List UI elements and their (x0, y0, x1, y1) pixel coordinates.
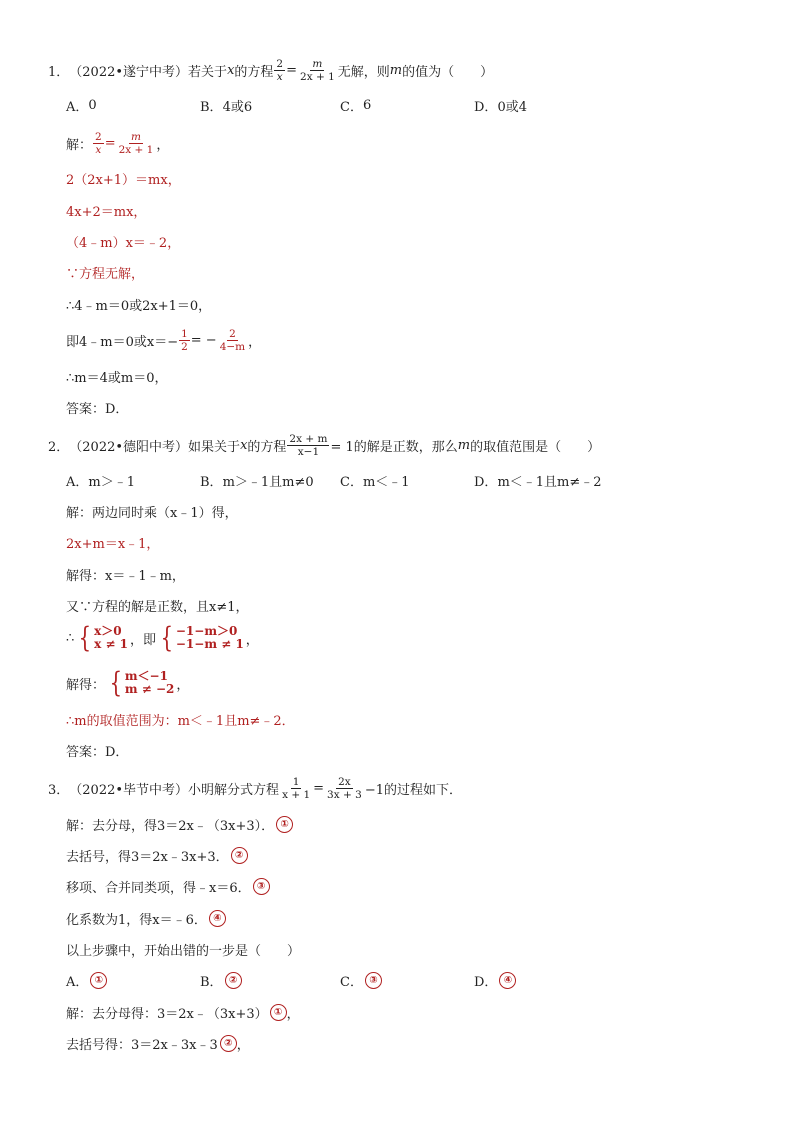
circled-2-icon: ② (220, 1035, 237, 1052)
q2-solution-line-2: 2x+m＝x﹣1， (66, 536, 160, 552)
q3-option-c[interactable]: C． ③ (340, 968, 382, 992)
q2-solution-line-6: 解得： { m＜−1 m ≠ −2 ， (66, 666, 190, 699)
q1-stem-text: 若关于 (188, 64, 228, 80)
q1-option-c[interactable]: C． 6 (340, 97, 372, 115)
q2-option-b[interactable]: B． m＞﹣1且m≠0 (200, 474, 314, 490)
q1-solution-line-5: ∵方程无解， (66, 266, 145, 282)
q2-answer: 答案：D． (66, 744, 129, 760)
q1-solution-line-1: 解： $\frac{2}{x}$ = $\frac{m}{2x + 1}$ ， (66, 130, 170, 156)
q1-stem (48, 58, 754, 82)
q2-system-1: { x＞0 x ≠ 1 (78, 621, 129, 654)
q3-step-4: 化系数为1，得x＝﹣6． ④ (66, 906, 754, 930)
q1-stem-text: 的值为（ ） (402, 64, 494, 80)
circled-2-icon: ② (231, 847, 248, 864)
q1-fraction-1-over-2: $\frac{1}{2}$ (181, 327, 188, 353)
q1-answer: 答案：D． (66, 401, 129, 417)
q1-stem-text: 无解，则 (337, 64, 390, 80)
q2-system-2: { −1−m＞0 −1−m ≠ 1 (160, 621, 244, 654)
q1-fraction-2-over-x: $\frac{2}{x}$ (276, 57, 284, 83)
q3-fraction-2: $\frac{2x}{3x + 3}$ (327, 775, 362, 801)
q3-option-d[interactable]: D． ④ (474, 968, 516, 992)
q2-solution-line-7: ∴m的取值范围为：m＜﹣1且m≠﹣2． (66, 713, 295, 729)
q2-options (66, 468, 754, 492)
q2-source: （2022•德阳中考） (69, 439, 189, 455)
q1-var-m: m (389, 62, 403, 78)
q2-fraction: $\frac{2x + m}{x-1}$ (289, 432, 328, 458)
q3-solution-line-1: 解：去分母得：3＝2x﹣（3x+3） ① ， (66, 1000, 754, 1024)
q1-source: （2022•遂宁中考） (69, 64, 189, 80)
q1-solution-line-3: 4x+2＝mx， (66, 204, 147, 220)
q1-option-a[interactable]: A． 0 (66, 97, 97, 115)
circled-2-icon: ② (225, 972, 242, 989)
q3-number: 3． (48, 782, 70, 798)
q2-stem: 2． （2022•德阳中考） 如果关于 x 的方程 $\frac{2x + m}{x-1}$ = 1的解是正数，那么 m 的取值范围是（ ） (48, 432, 601, 458)
q3-question: 以上步骤中，开始出错的一步是（ ） (66, 943, 301, 959)
q2-option-c[interactable]: C． m＜﹣1 (340, 474, 410, 490)
circled-1-icon: ① (270, 1004, 287, 1021)
q1-number: 1． (48, 64, 70, 80)
q2-solution-line-1: 解：两边同时乘（x﹣1）得， (66, 505, 238, 521)
q3-options (66, 968, 754, 992)
q1-solution-line-7: 即4﹣m＝0或x＝− $\frac{1}{2}$ = − $\frac{2}{4-m}$ ， (66, 327, 262, 353)
circled-4-icon: ④ (209, 910, 226, 927)
q2-system-3: { m＜−1 m ≠ −2 (109, 666, 175, 699)
q2-number: 2． (48, 439, 70, 455)
q2-option-d[interactable]: D． m＜﹣1且m≠﹣2 (474, 474, 602, 490)
q1-fraction-2-over-4m: $\frac{2}{4-m}$ (219, 327, 246, 353)
q3-option-a[interactable]: A． ① (66, 968, 107, 992)
q3-step-3: 移项、合并同类项，得﹣x＝6． ③ (66, 874, 754, 898)
q1-fraction-m-over-2x1: $\frac{m}{2x + 1}$ (300, 57, 335, 83)
q3-solution-line-2: 去括号得：3＝2x﹣3x﹣3 ② ， (66, 1031, 754, 1055)
q3-step-2: 去括号，得3＝2x﹣3x+3． ② (66, 843, 754, 867)
q3-source: （2022•毕节中考） (69, 782, 189, 798)
circled-1-icon: ① (90, 972, 107, 989)
q2-solution-line-5: ∴ { x＞0 x ≠ 1 ，即 { −1−m＞0 −1−m ≠ 1 ， (66, 621, 259, 654)
q1-equals: = (286, 62, 298, 78)
q1-stem-text: 的方程 (234, 64, 274, 80)
q1-option-b[interactable]: B． 4或6 (200, 99, 253, 115)
q1-options (66, 93, 754, 117)
q1-var-x: x (227, 62, 235, 78)
circled-1-icon: ① (276, 816, 293, 833)
q3-option-b[interactable]: B． ② (200, 968, 242, 992)
q2-solution-line-4: 又∵方程的解是正数，且x≠1， (66, 599, 249, 615)
q2-solution-line-3: 解得：x＝﹣1﹣m， (66, 568, 185, 584)
q1-solution-line-8: ∴m＝4或m＝0， (66, 370, 168, 386)
q1-option-d[interactable]: D． 0或4 (474, 99, 527, 115)
circled-3-icon: ③ (365, 972, 382, 989)
q3-fraction-1: $\frac{1}{x + 1}$ (282, 775, 311, 801)
q1-sol-fraction-2-over-x: $\frac{2}{x}$ (95, 130, 102, 156)
q1-solution-line-6: ∴4﹣m＝0或2x+1＝0， (66, 298, 212, 314)
q3-step-1: 解：去分母，得3＝2x﹣（3x+3）． ① (66, 812, 754, 836)
circled-4-icon: ④ (499, 972, 516, 989)
circled-3-icon: ③ (253, 878, 270, 895)
q1-sol-fraction-m-over-2x1: $\frac{m}{2x + 1}$ (118, 130, 154, 156)
q1-solution-line-2: 2（2x+1）＝mx， (66, 172, 181, 188)
q1-solution-line-4: （4﹣m）x＝﹣2， (66, 235, 181, 251)
q2-option-a[interactable]: A． m＞﹣1 (66, 474, 135, 490)
q3-stem: 3． （2022•毕节中考） 小明解分式方程 $\frac{1}{x + 1}$ = $\frac{2x}{3x + 3}$ −1的过程如下． (48, 775, 462, 801)
